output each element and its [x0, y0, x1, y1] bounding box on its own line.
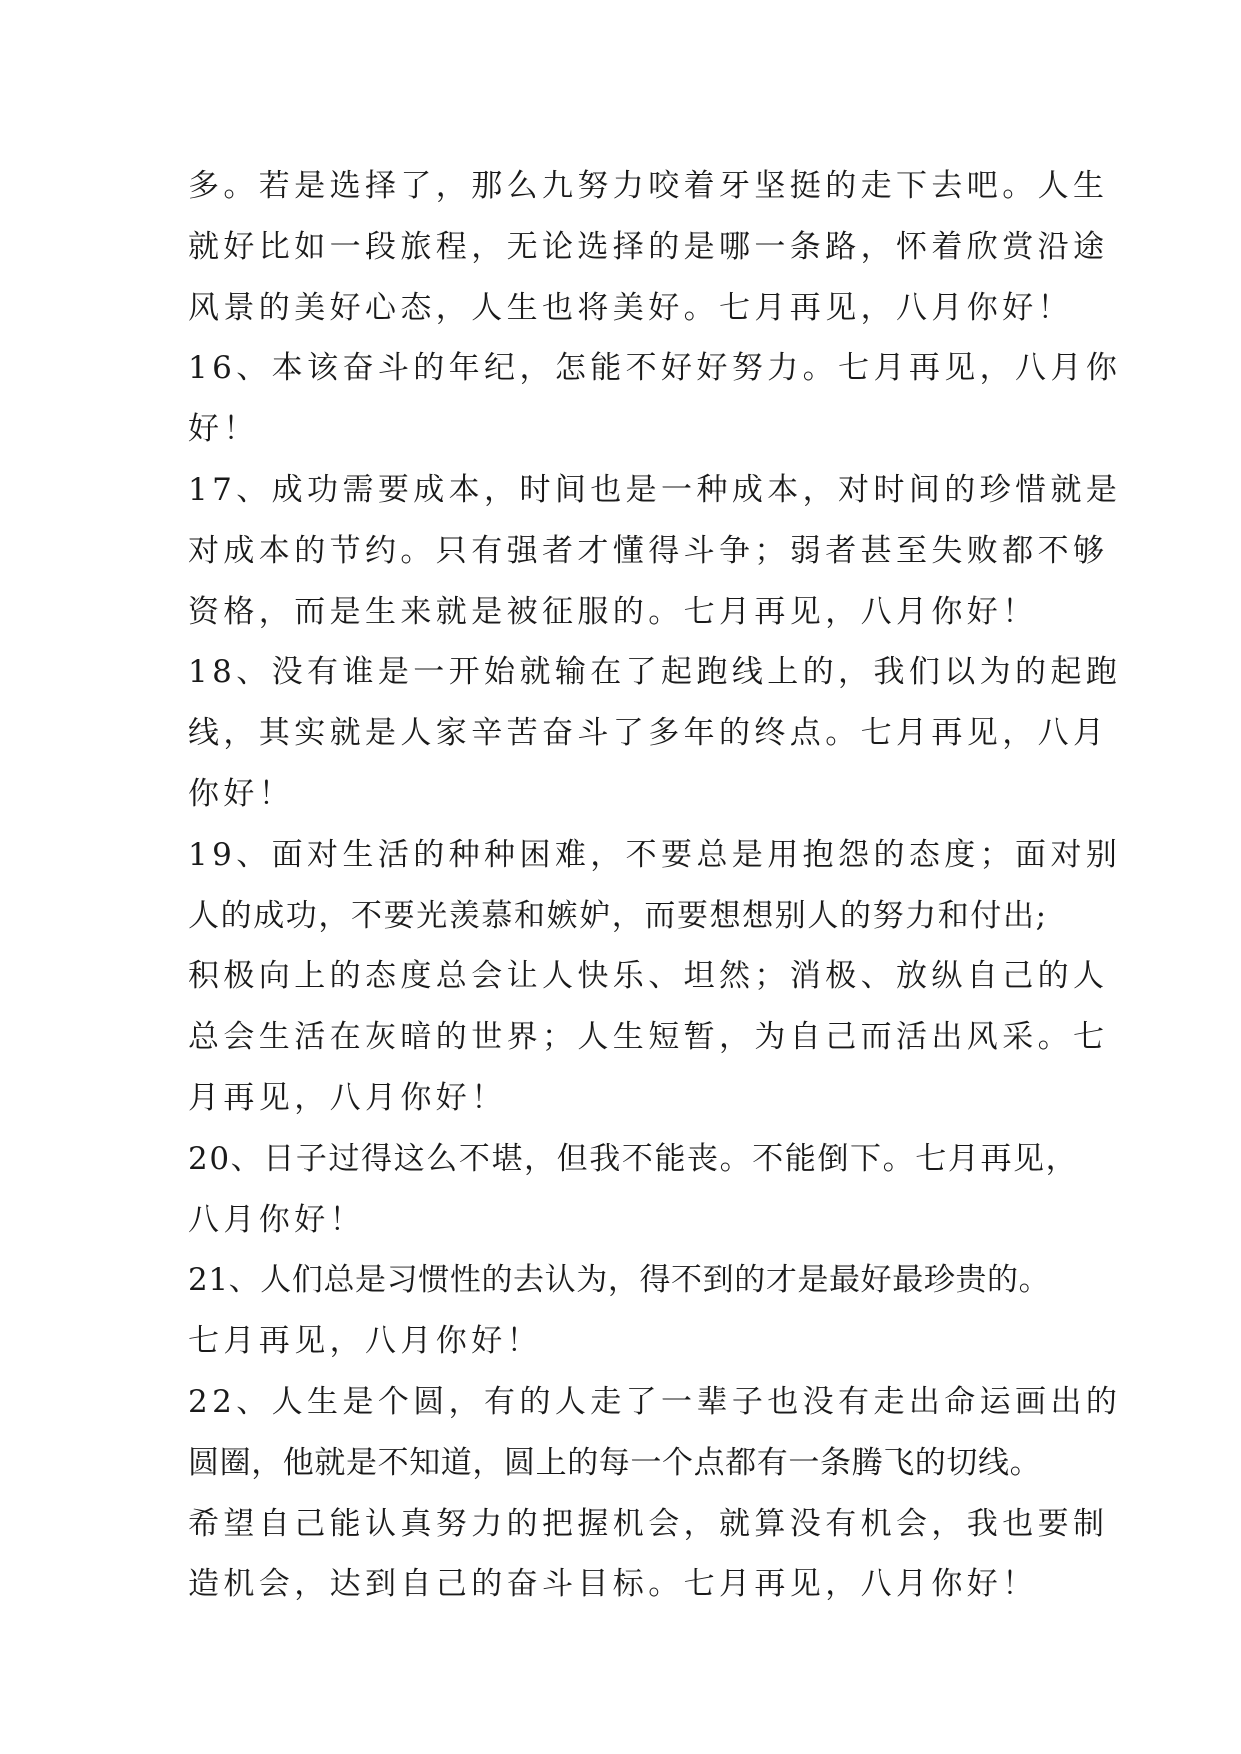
paragraph-16: [188, 338, 1122, 460]
text-line: 好！: [188, 411, 259, 448]
text-line: 18、没有谁是一开始就输在了起跑线上的，我们以为的起跑: [188, 654, 1122, 691]
text-line: 多。若是选择了，那么九努力咬着牙坚挺的走下去吧。人生: [188, 168, 1109, 204]
text-line: 20、日子过得这么不堪，但我不能丧。不能倒下。七月再见，: [188, 1140, 1079, 1177]
text-line: 就好比如一段旅程，无论选择的是哪一条路，怀着欣赏沿途: [188, 228, 1109, 265]
text-line: 线，其实就是人家辛苦奋斗了多年的终点。七月再见，八月: [188, 715, 1109, 752]
text-line: 21、人们总是习惯性的去认为，得不到的才是最好最珍贵的。: [188, 1262, 1051, 1299]
text-line: 对成本的节约。只有强者才懂得斗争；弱者甚至失败都不够: [188, 532, 1109, 569]
text-line: 资格，而是生来就是被征服的。七月再见，八月你好！: [188, 593, 1038, 630]
text-line: 希望自己能认真努力的把握机会，就算没有机会，我也要制: [188, 1505, 1109, 1542]
text-line: 你好！: [188, 775, 295, 812]
paragraph-15-continued: [188, 156, 1109, 338]
paragraph-17: [188, 460, 1122, 642]
text-line: 积极向上的态度总会让人快乐、坦然；消极、放纵自己的人: [188, 958, 1109, 995]
text-line: 七月再见，八月你好！: [188, 1323, 542, 1360]
document-body: [188, 156, 1122, 1615]
text-line: 22、人生是个圆，有的人走了一辈子也没有走出命运画出的: [188, 1383, 1122, 1420]
text-line: 19、面对生活的种种困难，不要总是用抱怨的态度；面对别: [188, 836, 1122, 873]
text-line: 人的成功，不要光羡慕和嫉妒，而要想想别人的努力和付出;: [188, 897, 1048, 934]
paragraph-20: [188, 1129, 1079, 1251]
paragraph-19: [188, 825, 1122, 1129]
text-line: 风景的美好心态，人生也将美好。七月再见，八月你好！: [188, 289, 1073, 326]
paragraph-18: [188, 642, 1122, 824]
text-line: 月再见，八月你好！: [188, 1079, 507, 1116]
text-line: 总会生活在灰暗的世界；人生短暂，为自己而活出风采。七: [188, 1019, 1109, 1056]
paragraph-21: [188, 1250, 1056, 1372]
text-line: 造机会，达到自己的奋斗目标。七月再见，八月你好！: [188, 1566, 1038, 1603]
text-line: 17、成功需要成本，时间也是一种成本，对时间的珍惜就是: [188, 471, 1122, 508]
text-line: 圆圈，他就是不知道，圆上的每一个点都有一条腾飞的切线。: [188, 1444, 1042, 1481]
paragraph-22: [188, 1372, 1122, 1615]
text-line: 八月你好！: [188, 1201, 365, 1238]
text-line: 16、本该奋斗的年纪，怎能不好好努力。七月再见，八月你: [188, 350, 1122, 387]
